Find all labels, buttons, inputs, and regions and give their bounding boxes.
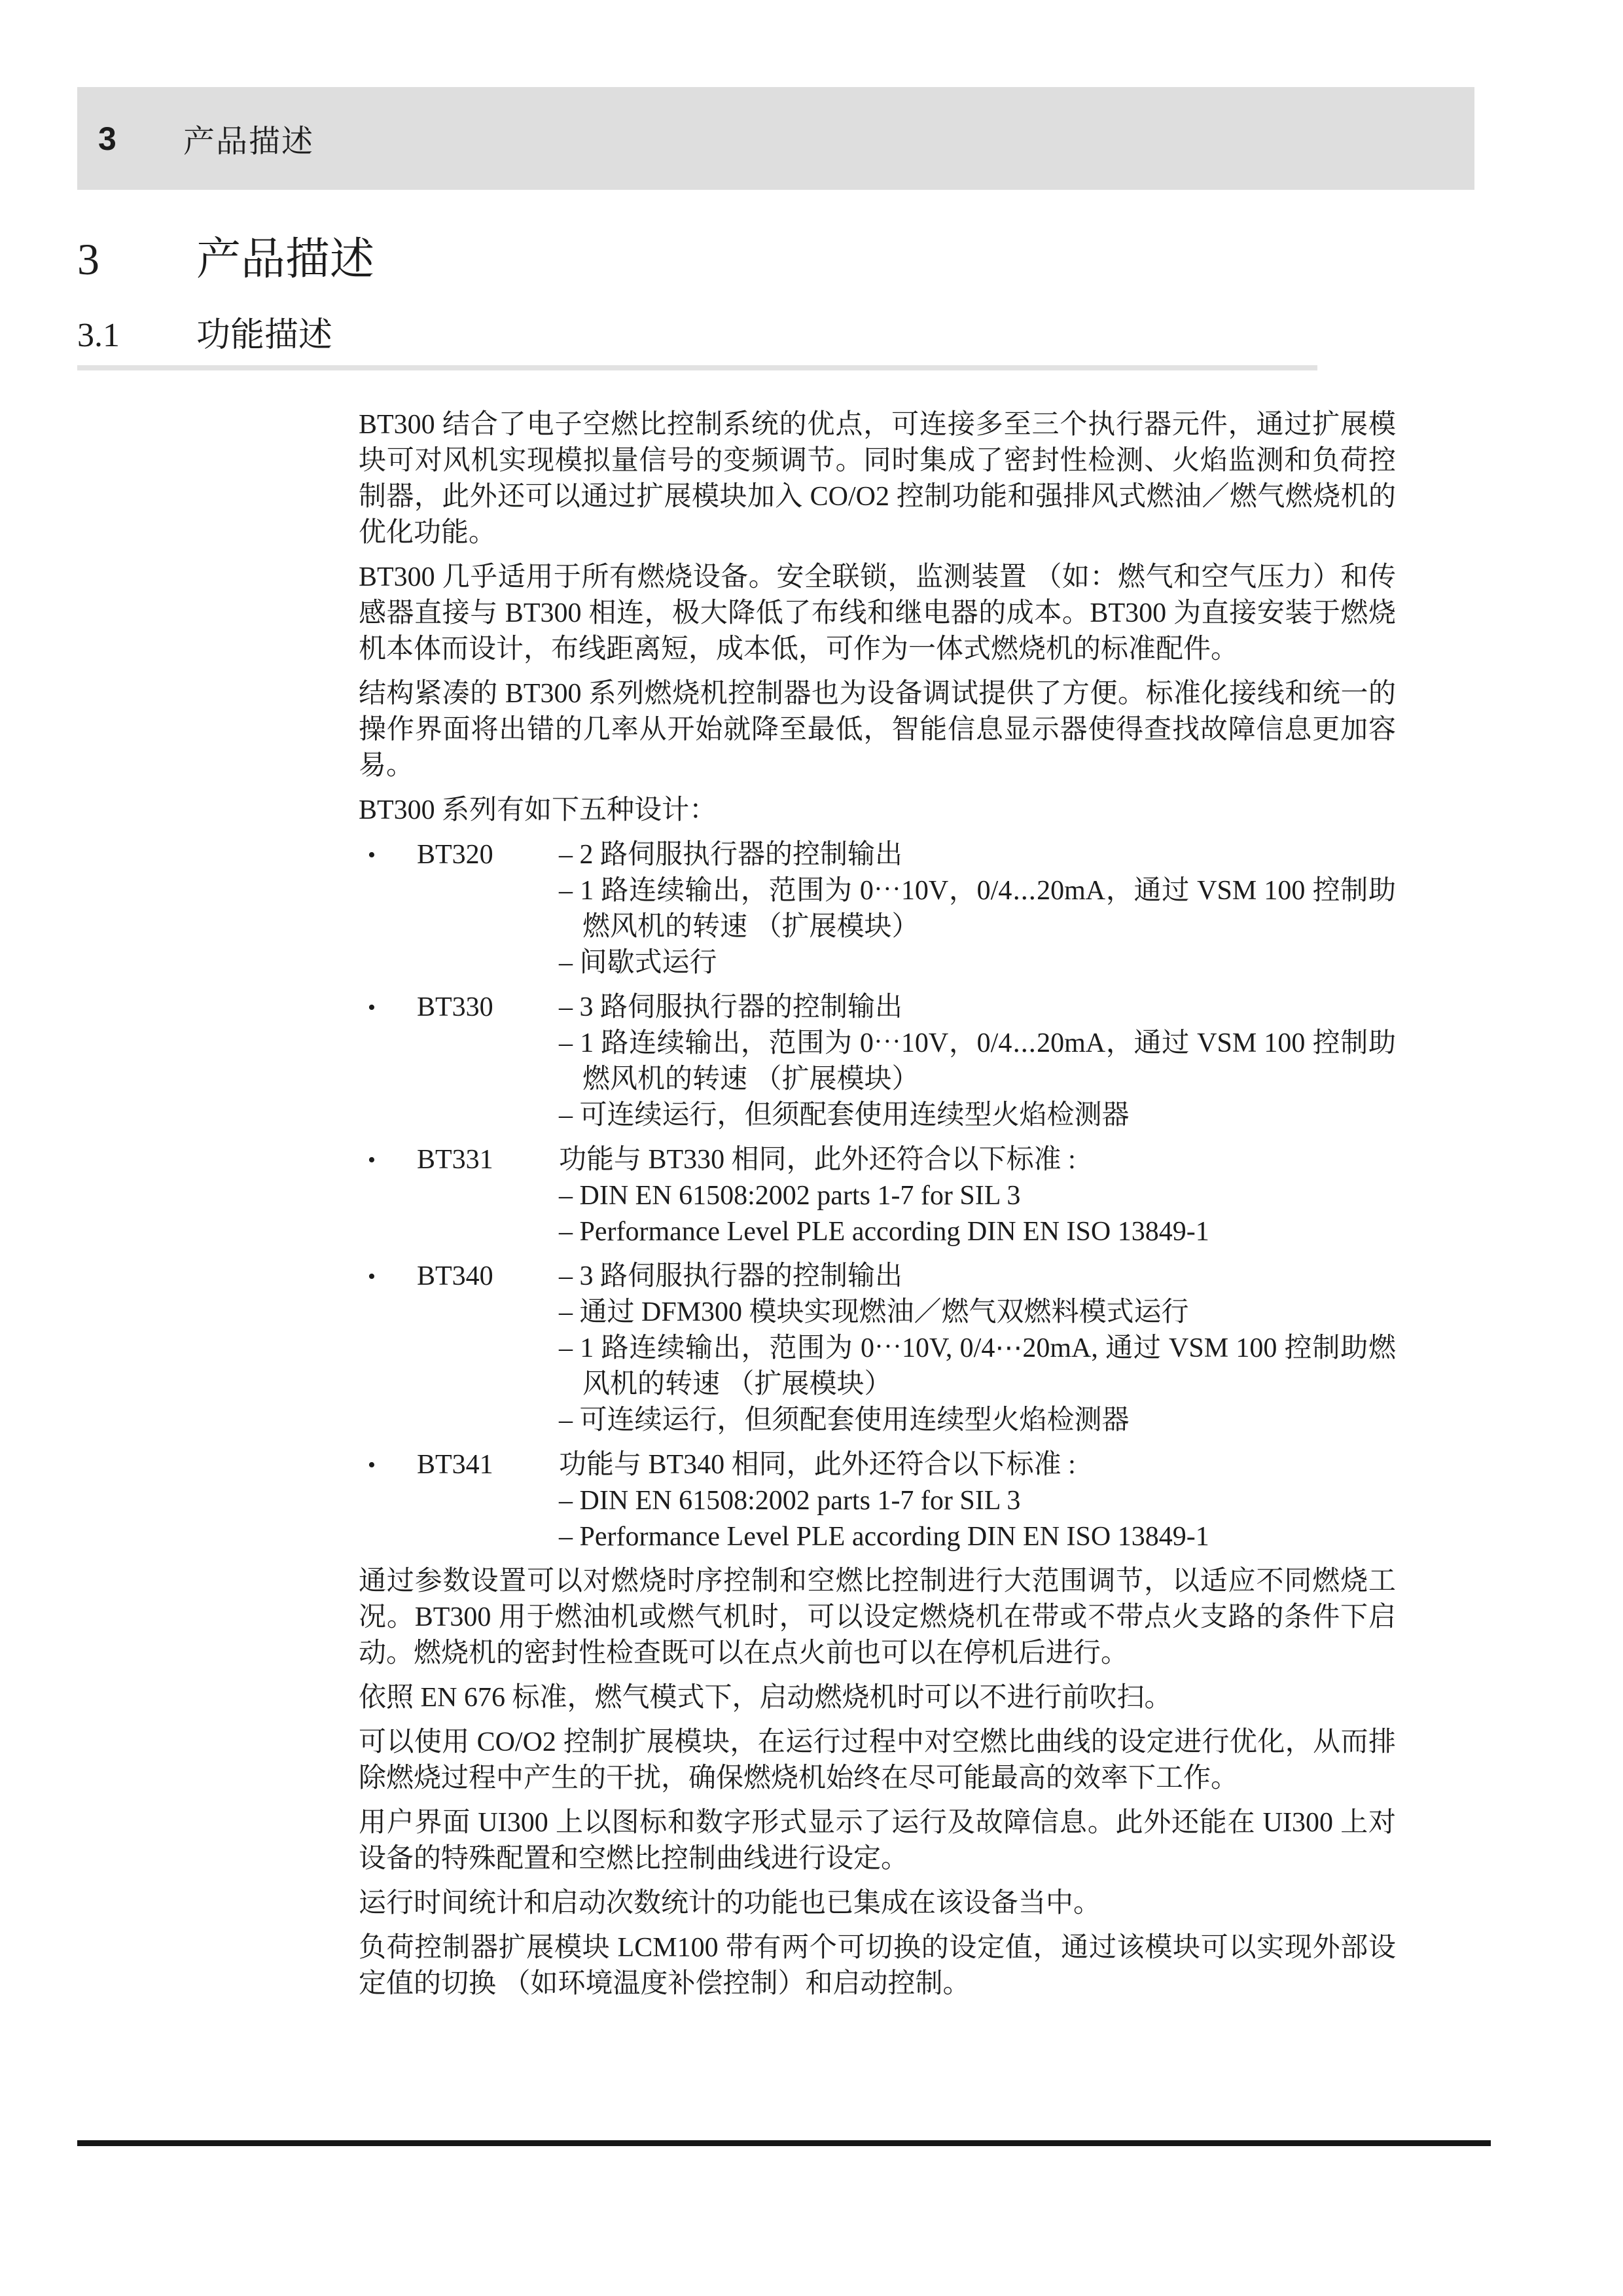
variant-item-bt320 [359,837,1396,981]
spec-line: – 1 路连续输出，范围为 0⋯10V, 0/4⋯20mA, 通过 VSM 100 控制助燃风机的转速 （扩展模块） [559,1333,1396,1399]
spec-line: 功能与 BT340 相同，此外还符合以下标准 : [559,1450,1076,1480]
footer-line [77,2140,1491,2146]
variant-item-bt341 [359,1447,1396,1555]
variant-model: BT330 [417,992,493,1022]
chapter-heading-title: 产品描述 [196,234,375,284]
variant-specs [559,1259,1396,1439]
spec-line: – DIN EN 61508:2002 parts 1-7 for SIL 3 [559,1181,1021,1211]
paragraph: 依照 EN 676 标准，燃气模式下，启动燃烧机时可以不进行前吹扫。 [359,1683,1172,1713]
paragraph: 负荷控制器扩展模块 LCM100 带有两个可切换的设定值，通过该模块可以实现外部设定值的切换 （如环境温度补偿控制）和启动控制。 [359,1933,1397,1999]
spec-line: – 3 路伺服执行器的控制输出 [559,992,903,1022]
variant-model: BT331 [417,1145,493,1175]
spec-line: – Performance Level PLE according DIN EN ISO 13849-1 [559,1217,1209,1247]
bullet-icon: • [368,1148,376,1172]
body-column [359,407,1396,2002]
section-heading-title: 功能描述 [196,317,333,354]
paragraph: BT300 结合了电子空燃比控制系统的优点，可连接多至三个执行器元件，通过扩展模块可对风机实现模拟量信号的变频调节。同时集成了密封性检测、火焰监测和负荷控制器，此外还可以通过扩展模块加入 CO/O2 控制功能和强排风式燃油／燃气燃烧机的优化功能。 [359,410,1396,548]
bullet-icon: • [368,1453,376,1477]
spec-line: – 1 路连续输出，范围为 0⋯10V，0/4⋯20mA，通过 VSM 100 控制助燃风机的转速 （扩展模块） [559,1028,1396,1094]
spec-line: – 可连续运行，但须配套使用连续型火焰检测器 [559,1405,1130,1435]
spec-line: 功能与 BT330 相同，此外还符合以下标准 : [559,1145,1076,1175]
paragraph: 可以使用 CO/O2 控制扩展模块，在运行过程中对空燃比曲线的设定进行优化，从而排除燃烧过程中产生的干扰，确保燃烧机始终在尽可能最高的效率下工作。 [359,1727,1396,1793]
paragraph: 用户界面 UI300 上以图标和数字形式显示了运行及故障信息。此外还能在 UI300 上对设备的特殊配置和空燃比控制曲线进行设定。 [359,1808,1396,1874]
variant-specs [559,990,1396,1134]
section-heading-number: 3.1 [77,317,120,354]
spec-line: – Performance Level PLE according DIN EN ISO 13849-1 [559,1522,1209,1552]
bullet-icon: • [368,996,376,1020]
chapter-header-bar [77,87,1474,190]
bullet-icon: • [368,1265,376,1289]
variant-model: BT341 [417,1450,493,1480]
variant-specs [559,837,1396,981]
bullet-icon: • [368,843,376,867]
variant-model: BT320 [417,840,493,870]
paragraph: BT300 几乎适用于所有燃烧设备。安全联锁，监测装置 （如：燃气和空气压力）和传感器直接与 BT300 相连，极大降低了布线和继电器的成本。BT300 为直接安装于燃烧机本体而设计，布线距离短，成本低，可作为一体式燃烧机的标准配件。 [359,562,1396,664]
variant-item-bt330 [359,990,1396,1134]
spec-line: – 通过 DFM300 模块实现燃油／燃气双燃料模式运行 [559,1297,1189,1327]
paragraph: 通过参数设置可以对燃烧时序控制和空燃比控制进行大范围调节，以适应不同燃烧工况。BT300 用于燃油机或燃气机时，可以设定燃烧机在带或不带点火支路的条件下启动。燃烧机的密封性检查既可以在点火前也可以在停机后进行。 [359,1566,1396,1668]
variant-model: BT340 [417,1261,493,1291]
variant-item-bt331 [359,1142,1396,1250]
spec-line: – DIN EN 61508:2002 parts 1-7 for SIL 3 [559,1486,1021,1516]
spec-line: – 可连续运行，但须配套使用连续型火焰检测器 [559,1100,1130,1130]
variant-item-bt340 [359,1259,1396,1439]
variant-specs [559,1447,1396,1555]
chapter-bar-title: 产品描述 [183,124,315,159]
chapter-heading-number: 3 [77,234,99,284]
chapter-bar-number: 3 [98,120,116,157]
spec-line: – 1 路连续输出，范围为 0⋯10V，0/4⋯20mA，通过 VSM 100 控制助燃风机的转速 （扩展模块） [559,876,1396,942]
spec-line: – 间歇式运行 [559,948,717,978]
section-divider [77,365,1317,370]
paragraph: BT300 系列有如下五种设计： [359,795,717,825]
chapter-heading [77,233,374,287]
section-heading [77,315,332,356]
paragraph: 运行时间统计和启动次数统计的功能也已集成在该设备当中。 [359,1888,1101,1918]
paragraph: 结构紧凑的 BT300 系列燃烧机控制器也为设备调试提供了方便。标准化接线和统一的操作界面将出错的几率从开始就降至最低，智能信息显示器使得查找故障信息更加容易。 [359,679,1396,781]
spec-line: – 3 路伺服执行器的控制输出 [559,1261,903,1291]
spec-line: – 2 路伺服执行器的控制输出 [559,840,903,870]
variant-specs [559,1142,1396,1250]
